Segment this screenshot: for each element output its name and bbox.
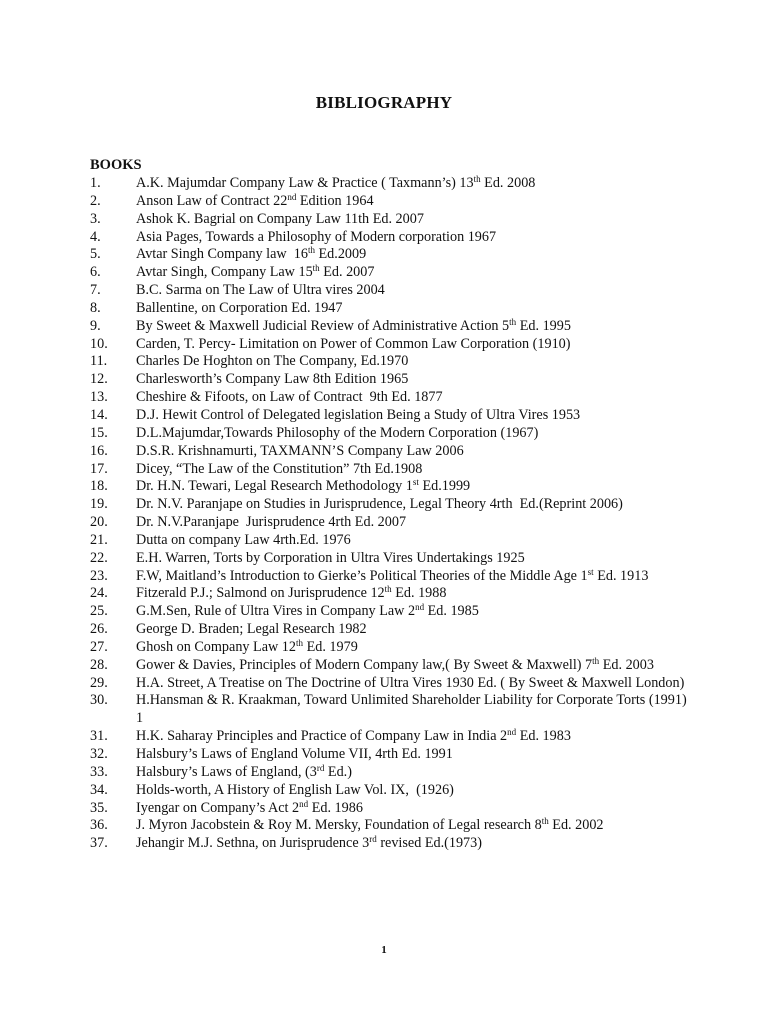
bibliography-entry	[0, 353, 768, 371]
entry-text-segment: Charlesworth’s Company Law 8th Edition 1965	[136, 371, 409, 388]
bibliography-entry	[0, 675, 768, 693]
entry-text-segment: Ashok K. Bagrial on Company Law 11th Ed. 2007	[136, 210, 424, 227]
entry-text	[136, 496, 696, 514]
entry-text-segment: Ed. 1985	[424, 603, 479, 620]
entry-text	[136, 675, 696, 693]
entry-text-segment: Ed. 1983	[516, 728, 571, 745]
entry-text-segment: H.K. Saharay Principles and Practice of Company Law in India 2	[136, 728, 508, 745]
ordinal-superscript: nd	[287, 191, 297, 202]
entry-text	[136, 407, 696, 425]
entry-number: 27.	[90, 638, 108, 655]
entry-number: 25.	[90, 603, 108, 620]
entry-text-segment: Asia Pages, Towards a Philosophy of Modern corporation 1967	[136, 228, 497, 245]
bibliography-entry	[0, 764, 768, 782]
entry-number: 21.	[90, 531, 108, 548]
ordinal-superscript: rd	[316, 762, 325, 773]
entry-number: 33.	[90, 763, 108, 780]
entry-number: 3.	[90, 210, 101, 227]
ordinal-superscript: th	[307, 245, 315, 256]
ordinal-superscript: st	[412, 477, 419, 488]
entry-number: 29.	[90, 674, 108, 691]
entry-number: 4.	[90, 228, 101, 245]
entry-text-segment: Ed. 1913	[593, 567, 649, 584]
bibliography-entry	[0, 782, 768, 800]
entry-text	[136, 532, 696, 550]
entry-number: 22.	[90, 549, 108, 566]
ordinal-superscript: rd	[369, 834, 377, 845]
bibliography-entry	[0, 585, 768, 603]
entry-text	[136, 461, 696, 479]
entry-number: 8.	[90, 299, 101, 316]
entry-text	[136, 800, 696, 818]
ordinal-superscript: nd	[507, 727, 517, 738]
entry-number: 34.	[90, 781, 108, 798]
ordinal-superscript: nd	[299, 798, 309, 809]
entry-text-segment: Anson Law of Contract 22	[136, 192, 288, 209]
entry-number: 32.	[90, 746, 108, 762]
entry-text	[136, 389, 696, 407]
bibliography-entry	[0, 835, 768, 853]
bibliography-entry	[0, 568, 768, 586]
entry-number: 36.	[90, 817, 108, 834]
entry-number: 35.	[90, 799, 108, 816]
entry-text	[136, 764, 696, 782]
entry-text-segment: D.L.Majumdar,Towards Philosophy of the Modern Corporation (1967)	[136, 424, 539, 441]
entry-text-segment: Ballentine, on Corporation Ed. 1947	[136, 299, 343, 316]
entry-text	[136, 318, 696, 336]
entry-number: 17.	[90, 460, 108, 477]
entry-number: 19.	[90, 496, 108, 513]
ordinal-superscript: th	[312, 263, 320, 274]
entry-number: 11.	[90, 353, 108, 370]
entry-text-segment: Jehangir M.J. Sethna, on Jurisprudence 3	[136, 835, 370, 852]
bibliography-entry	[0, 746, 768, 764]
entry-text-segment: Ed.)	[324, 763, 352, 780]
entry-text-segment: E.H. Warren, Torts by Corporation in Ultra Vires Undertakings 1925	[136, 549, 525, 566]
bibliography-entry	[0, 514, 768, 532]
bibliography-entry	[0, 478, 768, 496]
entry-text	[136, 728, 696, 746]
entry-number: 10.	[90, 335, 108, 352]
entry-text	[136, 229, 696, 247]
bibliography-entry	[0, 657, 768, 675]
entry-text-segment: H.A. Street, A Treatise on The Doctrine of Ultra Vires 1930 Ed. ( By Sweet & Maxwell London)	[136, 674, 685, 691]
entry-text	[136, 514, 696, 532]
entry-text-segment: Dr. H.N. Tewari, Legal Research Methodology 1	[136, 478, 413, 495]
bibliography-entry	[0, 800, 768, 818]
entry-text	[136, 817, 696, 835]
entry-number: 14.	[90, 406, 108, 423]
entry-text-segment: F.W, Maitland’s Introduction to Gierke’s Political Theories of the Middle Age 1	[136, 567, 588, 584]
entry-text	[136, 443, 696, 461]
bibliography-list	[0, 175, 768, 853]
entry-text-segment: Dicey, “The Law of the Constitution” 7th Ed.1908	[136, 460, 423, 477]
entry-number: 6.	[90, 264, 101, 281]
entry-text-segment: Ed.1999	[418, 478, 471, 495]
entry-text-segment: Ed. 1988	[391, 585, 447, 602]
bibliography-entry	[0, 407, 768, 425]
entry-text	[136, 211, 696, 229]
entry-text-segment: Edition 1964	[296, 192, 374, 209]
entry-text-segment: By Sweet & Maxwell Judicial Review of Administrative Action 5	[136, 317, 510, 334]
entry-number: 9.	[90, 317, 101, 334]
entry-text-segment: Dr. N.V.Paranjape Jurisprudence 4rth Ed. 2007	[136, 514, 407, 531]
entry-number: 15.	[90, 424, 108, 441]
bibliography-entry	[0, 532, 768, 550]
entry-text-segment: G.M.Sen, Rule of Ultra Vires in Company Law 2	[136, 603, 416, 620]
entry-text	[136, 264, 696, 282]
entry-text-segment: J. Myron Jacobstein & Roy M. Mersky, Foundation of Legal research 8	[136, 817, 542, 834]
entry-text-segment: Dutta on company Law 4rth.Ed. 1976	[136, 531, 351, 548]
ordinal-superscript: nd	[415, 602, 425, 613]
entry-text	[136, 175, 696, 193]
bibliography-entry	[0, 246, 768, 264]
entry-number: 5.	[90, 246, 101, 263]
bibliography-entry	[0, 461, 768, 479]
entry-text-segment: B.C. Sarma on The Law of Ultra vires 2004	[136, 282, 385, 299]
entry-text-segment: D.J. Hewit Control of Delegated legislation Being a Study of Ultra Vires 1953	[136, 406, 581, 423]
ordinal-superscript: th	[296, 637, 304, 648]
entry-number: 28.	[90, 656, 108, 673]
entry-text	[136, 300, 696, 318]
entry-text-segment: Ed. 1986	[308, 799, 363, 816]
entry-number: 31.	[90, 728, 108, 745]
bibliography-entry	[0, 550, 768, 568]
entry-text	[136, 568, 696, 586]
page-number: 1	[381, 944, 387, 956]
bibliography-entry	[0, 211, 768, 229]
bibliography-entry	[0, 371, 768, 389]
entry-text-segment: Ed.2009	[314, 246, 367, 263]
entry-number: 13.	[90, 389, 108, 406]
bibliography-entry	[0, 193, 768, 211]
page-title: BIBLIOGRAPHY	[315, 93, 453, 112]
entry-text	[136, 478, 696, 496]
entry-number: 12.	[90, 371, 108, 388]
entry-number: 2.	[90, 192, 101, 209]
entry-text-segment: Ed. 1979	[303, 638, 358, 655]
entry-text-segment: Ed. 2003	[599, 656, 654, 673]
entry-number: 1.	[90, 175, 101, 191]
entry-text-segment: Cheshire & Fifoots, on Law of Contract 9th Ed. 1877	[136, 389, 443, 406]
bibliography-entry	[0, 728, 768, 746]
entry-text	[136, 746, 696, 764]
entry-text-segment: Fitzerald P.J.; Salmond on Jurisprudence 12	[136, 585, 385, 602]
entry-number: 24.	[90, 585, 108, 602]
entry-number: 26.	[90, 621, 108, 638]
bibliography-entry	[0, 425, 768, 443]
entry-number: 16.	[90, 442, 108, 459]
entry-text	[136, 282, 696, 300]
bibliography-entry	[0, 639, 768, 657]
bibliography-entry	[0, 282, 768, 300]
entry-text	[136, 585, 696, 603]
entry-text-segment: Halsbury’s Laws of England, (3	[136, 763, 317, 780]
entry-text-segment: George D. Braden; Legal Research 1982	[136, 621, 367, 638]
entry-text-segment: Ed. 2007	[319, 264, 375, 281]
entry-text-segment: D.S.R. Krishnamurti, TAXMANN’S Company Law 2006	[136, 442, 464, 459]
entry-text-segment: Holds-worth, A History of English Law Vol. IX, (1926)	[136, 781, 454, 798]
entry-text	[136, 657, 696, 675]
entry-text-segment: Gower & Davies, Principles of Modern Company law,( By Sweet & Maxwell) 7	[136, 656, 593, 673]
bibliography-entry	[0, 336, 768, 354]
bibliography-entry	[0, 692, 768, 728]
entry-text-segment: Ghosh on Company Law 12	[136, 638, 296, 655]
entry-number: 7.	[90, 282, 101, 299]
entry-text-segment: H.Hansman & R. Kraakman, Toward Unlimited Shareholder Liability for Corporate Torts (1991) 1	[136, 692, 691, 727]
bibliography-entry	[0, 817, 768, 835]
entry-text	[136, 782, 696, 800]
bibliography-entry	[0, 621, 768, 639]
entry-text	[136, 371, 696, 389]
bibliography-entry	[0, 300, 768, 318]
entry-text-segment: Avtar Singh, Company Law 15	[136, 264, 313, 281]
entry-text	[136, 621, 696, 639]
ordinal-superscript: th	[592, 655, 600, 666]
entry-text-segment: Charles De Hoghton on The Company, Ed.1970	[136, 353, 409, 370]
bibliography-entry	[0, 229, 768, 247]
entry-number: 23.	[90, 567, 108, 584]
entry-text-segment: Ed. 1995	[516, 317, 571, 334]
entry-text	[136, 835, 696, 853]
bibliography-entry	[0, 389, 768, 407]
entry-text-segment: Avtar Singh Company law 16	[136, 246, 308, 263]
bibliography-entry	[0, 496, 768, 514]
entry-number: 20.	[90, 514, 108, 531]
entry-text	[136, 550, 696, 568]
entry-text-segment: Ed. 2008	[480, 175, 536, 191]
entry-number: 18.	[90, 478, 108, 495]
entry-text-segment: Dr. N.V. Paranjape on Studies in Jurisprudence, Legal Theory 4rth Ed.(Reprint 2006)	[136, 496, 623, 513]
bibliography-entry	[0, 603, 768, 621]
ordinal-superscript: st	[587, 566, 594, 577]
entry-text-segment: Halsbury’s Laws of England Volume VII, 4rth Ed. 1991	[136, 746, 453, 762]
section-heading-books: BOOKS	[90, 157, 142, 173]
bibliography-entry	[0, 318, 768, 336]
bibliography-entry	[0, 264, 768, 282]
entry-text-segment: Iyengar on Company’s Act 2	[136, 799, 300, 816]
entry-number: 37.	[90, 835, 108, 852]
ordinal-superscript: th	[509, 316, 517, 327]
entry-text	[136, 425, 696, 443]
ordinal-superscript: th	[473, 174, 481, 184]
bibliography-entry	[0, 443, 768, 461]
ordinal-superscript: th	[541, 816, 549, 827]
entry-text	[136, 193, 696, 211]
entry-text-segment: Ed. 2002	[548, 817, 604, 834]
entry-text	[136, 246, 696, 264]
ordinal-superscript: th	[384, 584, 392, 595]
entry-text	[136, 603, 696, 621]
entry-text-segment: revised Ed.(1973)	[376, 835, 482, 852]
bibliography-entry	[0, 175, 768, 193]
entry-text	[136, 353, 696, 371]
entry-text	[136, 692, 696, 728]
entry-text-segment: Carden, T. Percy- Limitation on Power of Common Law Corporation (1910)	[136, 335, 571, 352]
entry-text	[136, 639, 696, 657]
entry-text-segment: A.K. Majumdar Company Law & Practice ( Taxmann’s) 13	[136, 175, 474, 191]
entry-number: 30.	[90, 692, 108, 709]
entry-text	[136, 336, 696, 354]
